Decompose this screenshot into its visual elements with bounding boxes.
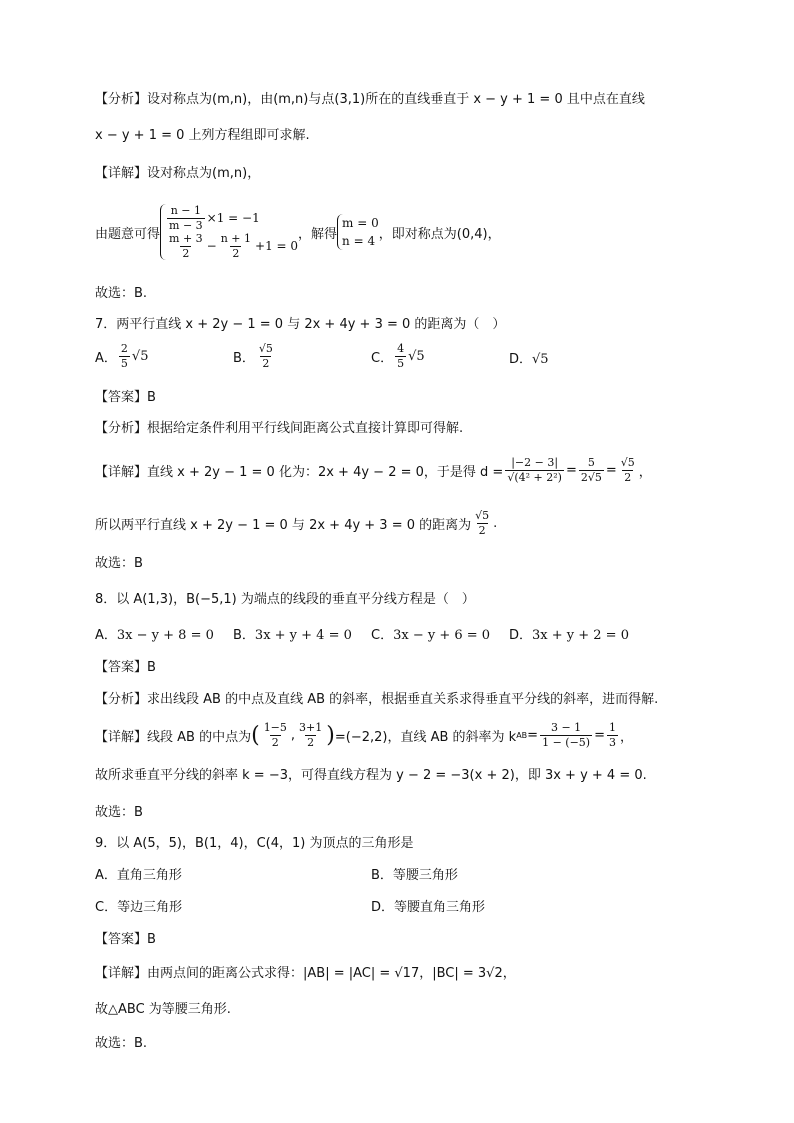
detail-text: 设对称点为(m,n)， [147,166,261,181]
q9-answer: 【答案】B [95,932,156,947]
equation-system [160,204,298,260]
q8-choice: 故选：B [95,805,143,820]
solution-n: n = 4 [342,234,376,248]
q7-stem: 7．两平行直线 x + 2y − 1 = 0 与 2x + 4y + 3 = 0 的距离为（ ） [95,317,506,332]
q7-detail-cont: 所以两平行直线 x + 2y − 1 = 0 与 2x + 4y + 3 = 0 的距离为 $\frac{√5}{2}$ . [95,508,498,537]
detail-tag: 【详解】 [95,166,148,181]
solution-m: m = 0 [342,216,379,230]
q7-option-d[interactable]: D．√5 [509,352,549,367]
q9-option-a[interactable]: A．直角三角形 [95,868,182,883]
equation-row-1: $\frac{n - 1}{m - 3}$ ×1 = −1 [169,203,260,232]
q7-answer: 【答案】B [95,390,156,405]
solve-text: ，解得 [298,226,338,242]
solution-system [337,214,379,250]
q7-choice: 故选：B [95,556,143,571]
q7-option-b[interactable]: B． $\frac{√5}{2}$ [233,342,273,370]
q9-detail: 【详解】由两点间的距离公式求得：|AB| = |AC| = √17，|BC| = 3√2， [95,966,516,981]
q8-stem: 8．以 A(1,3)，B(−5,1) 为端点的线段的垂直平分线方程是（ ） [95,592,475,607]
q9-stem: 9．以 A(5，5)，B(1，4)，C(4，1) 为顶点的三角形是 [95,836,414,851]
result-text: ，即对称点为(0,4)， [378,226,501,242]
q9-option-c[interactable]: C．等边三角形 [95,900,183,915]
equation-row-2: $\frac{m + 3}{2}$ − $\frac{n + 1}{2}$ +1 = 0 [169,231,299,260]
q8-option-d[interactable]: D．3x + y + 2 = 0 [509,628,629,643]
system-prefix: 由题意可得 [95,226,161,242]
q8-analysis: 【分析】求出线段 AB 的中点及直线 AB 的斜率，根据垂直关系求得垂直平分线的斜率，进而得解. [95,692,659,707]
q8-option-b[interactable]: B．3x + y + 4 = 0 [233,628,352,643]
q7-option-c[interactable]: C． $\frac{4}{5}$ √5 [371,342,425,370]
analysis-text: 设对称点为(m,n)，由(m,n)与点(3,1)所在的直线垂直于 x − y + 1 = 0 且中点在直线 [147,92,645,107]
q8-detail: 【详解】 线段 AB 的中点为 ( $\frac{1-5}{2}$ , $\frac{3+1}{2}$ ) =(−2,2)，直线 AB 的斜率为 k AB = $\frac{3 - 1}{1 - (-5)}$ = $\frac{1}{3}$ ， [95,720,634,749]
q9-choice: 故选：B. [95,1036,148,1051]
q9-detail-cont: 故△ABC 为等腰三角形. [95,1002,231,1017]
q8-answer: 【答案】B [95,660,156,675]
q9-option-b[interactable]: B．等腰三角形 [371,868,458,883]
q7-detail: 【详解】 直线 x + 2y − 1 = 0 化为：2x + 4y − 2 = 0，于是得 d = $\frac{|-2 - 3|}{\text{√(4² + 2²)}}$ = $\frac{5}{2√5}$ = $\frac{√5}{2}$ ， [95,455,652,484]
q6-system-line [95,200,501,264]
q6-analysis [95,88,645,107]
q6-choice: 故选：B. [95,286,148,301]
q8-option-a[interactable]: A．3x − y + 8 = 0 [95,628,214,643]
q6-detail [95,162,260,181]
analysis-text: x − y + 1 = 0 上列方程组即可求解. [95,128,310,143]
q7-option-a[interactable]: A． $\frac{2}{5}$ √5 [95,342,149,370]
q6-analysis-cont [95,124,310,143]
analysis-tag: 【分析】 [95,92,148,107]
q7-analysis: 【分析】根据给定条件利用平行线间距离公式直接计算即可得解. [95,421,464,436]
q9-option-d[interactable]: D．等腰直角三角形 [371,900,486,915]
q8-detail-cont: 故所求垂直平分线的斜率 k = −3，可得直线方程为 y − 2 = −3(x + 2)，即 3x + y + 4 = 0. [95,768,647,783]
q8-option-c[interactable]: C．3x − y + 6 = 0 [371,628,491,643]
